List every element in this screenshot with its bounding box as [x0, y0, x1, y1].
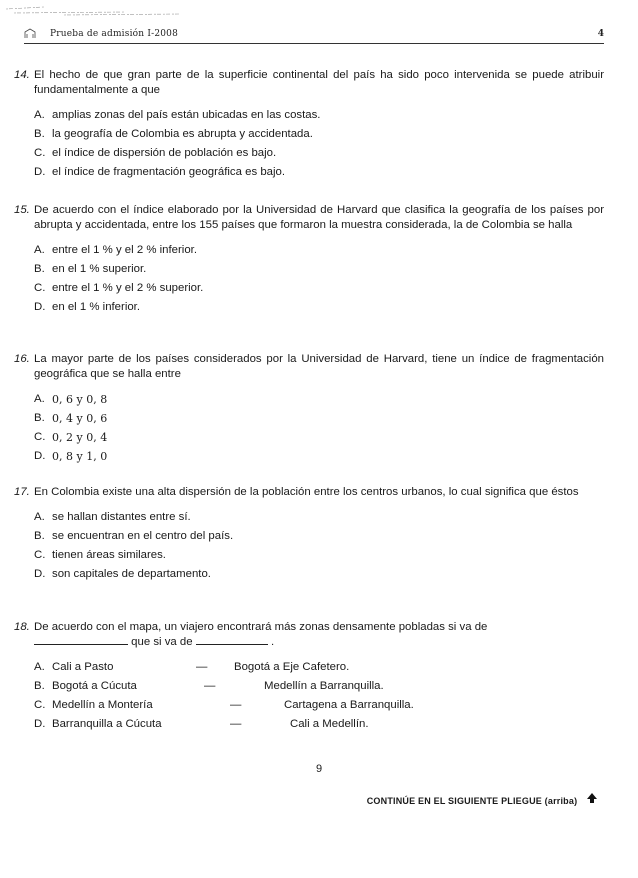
question-15 [14, 203, 604, 317]
option-letter: A. [34, 109, 45, 121]
option-c[interactable] [34, 144, 604, 163]
stem-text: . [270, 636, 275, 648]
option-d[interactable] [34, 298, 604, 317]
option-letter: C. [34, 147, 46, 159]
option-text: tienen áreas similares. [52, 549, 166, 561]
up-arrow-icon [586, 792, 598, 807]
continue-text: CONTINÚE EN EL SIGUIENTE PLIEGUE (arriba) [366, 796, 578, 806]
route-to: Cartagena a Barranquilla. [284, 699, 414, 711]
options-list [34, 658, 604, 734]
page-header [24, 28, 604, 42]
option-text: el índice de fragmentación geográfica es bajo. [52, 166, 286, 178]
question-number: 16. [14, 353, 30, 365]
question-number: 14. [14, 69, 30, 81]
option-text: 0, 4 y 0, 6 [52, 412, 108, 425]
continue-notice [367, 792, 598, 807]
option-d[interactable] [34, 565, 604, 584]
option-d[interactable] [34, 447, 604, 466]
separator-dash: — [196, 661, 208, 673]
university-logo-icon [24, 28, 42, 42]
route-from: Cali a Pasto [52, 661, 114, 673]
scan-artifact [4, 4, 184, 18]
option-a[interactable] [34, 508, 604, 527]
options-list [34, 508, 604, 584]
option-letter: C. [34, 282, 46, 294]
question-14 [14, 68, 604, 182]
option-letter: D. [34, 450, 46, 462]
option-b[interactable] [34, 677, 604, 696]
option-letter: A. [34, 393, 45, 405]
separator-dash: — [204, 680, 216, 692]
answer-blank-2 [196, 643, 268, 645]
question-number: 17. [14, 486, 30, 498]
option-c[interactable] [34, 279, 604, 298]
question-number: 15. [14, 204, 30, 216]
option-text: son capitales de departamento. [52, 568, 211, 580]
option-b[interactable] [34, 409, 604, 428]
option-letter: D. [34, 166, 46, 178]
option-text: entre el 1 % y el 2 % superior. [52, 282, 204, 294]
option-text: 0, 2 y 0, 4 [52, 431, 108, 444]
option-text: 0, 6 y 0, 8 [52, 393, 108, 406]
option-text: se hallan distantes entre sí. [52, 511, 191, 523]
header-rule [24, 43, 604, 44]
question-stem: En Colombia existe una alta dispersión de la población entre los centros urbanos, lo cual significa que éstos [34, 486, 579, 498]
options-list [34, 106, 604, 182]
route-from: Bogotá a Cúcuta [52, 680, 137, 692]
option-a[interactable] [34, 241, 604, 260]
question-16 [14, 352, 604, 466]
options-list [34, 241, 604, 317]
option-letter: B. [34, 412, 45, 424]
option-letter: C. [34, 431, 46, 443]
option-c[interactable] [34, 428, 604, 447]
route-from: Medellín a Montería [52, 699, 153, 711]
question-17 [14, 485, 604, 584]
question-18 [14, 620, 604, 734]
option-a[interactable] [34, 658, 604, 677]
route-from: Barranquilla a Cúcuta [52, 718, 162, 730]
question-stem: De acuerdo con el índice elaborado por la Universidad de Harvard que clasifica la geografía de los países por abrupta y accidentada, entre los 155 países que formaron la muestra considerada, la de Colombia se halla [34, 204, 604, 231]
option-text: entre el 1 % y el 2 % inferior. [52, 244, 197, 256]
option-text: amplias zonas del país están ubicadas en las costas. [52, 109, 321, 121]
option-letter: D. [34, 301, 46, 313]
option-text: 0, 8 y 1, 0 [52, 450, 108, 463]
option-a[interactable] [34, 106, 604, 125]
option-b[interactable] [34, 527, 604, 546]
route-to: Bogotá a Eje Cafetero. [234, 661, 350, 673]
option-letter: B. [34, 128, 45, 140]
separator-dash: — [230, 699, 242, 711]
option-letter: B. [34, 530, 45, 542]
separator-dash: — [230, 718, 242, 730]
option-c[interactable] [34, 696, 604, 715]
footer-page-number: 9 [315, 763, 323, 775]
option-letter: C. [34, 699, 46, 711]
question-number: 18. [14, 621, 30, 633]
option-text: el índice de dispersión de población es bajo. [52, 147, 277, 159]
option-text: en el 1 % inferior. [52, 301, 141, 313]
option-letter: A. [34, 244, 45, 256]
option-letter: D. [34, 718, 46, 730]
question-stem: La mayor parte de los países considerados por la Universidad de Harvard, tiene un índice de fragmentación geográfica que se halla entre [34, 353, 604, 380]
route-to: Cali a Medellín. [290, 718, 369, 730]
option-d[interactable] [34, 715, 604, 734]
question-stem [34, 620, 604, 650]
option-letter: B. [34, 680, 45, 692]
option-letter: A. [34, 511, 45, 523]
option-c[interactable] [34, 546, 604, 565]
option-a[interactable] [34, 390, 604, 409]
answer-blank-1 [34, 643, 128, 645]
option-text: en el 1 % superior. [52, 263, 147, 275]
option-b[interactable] [34, 125, 604, 144]
stem-text: que si va de [131, 636, 193, 648]
option-text: la geografía de Colombia es abrupta y accidentada. [52, 128, 313, 140]
question-stem: El hecho de que gran parte de la superficie continental del país ha sido poco intervenida se puede atribuir fundamentalmente a que [34, 69, 604, 96]
option-text: se encuentran en el centro del país. [52, 530, 234, 542]
header-page-number: 4 [597, 29, 604, 39]
stem-text: De acuerdo con el mapa, un viajero encontrará más zonas densamente pobladas si va de [34, 621, 488, 633]
options-list [34, 390, 604, 466]
exam-title: Prueba de admisión I-2008 [50, 29, 179, 39]
option-b[interactable] [34, 260, 604, 279]
option-d[interactable] [34, 163, 604, 182]
option-letter: A. [34, 661, 45, 673]
option-letter: D. [34, 568, 46, 580]
option-letter: B. [34, 263, 45, 275]
option-letter: C. [34, 549, 46, 561]
route-to: Medellín a Barranquilla. [264, 680, 384, 692]
